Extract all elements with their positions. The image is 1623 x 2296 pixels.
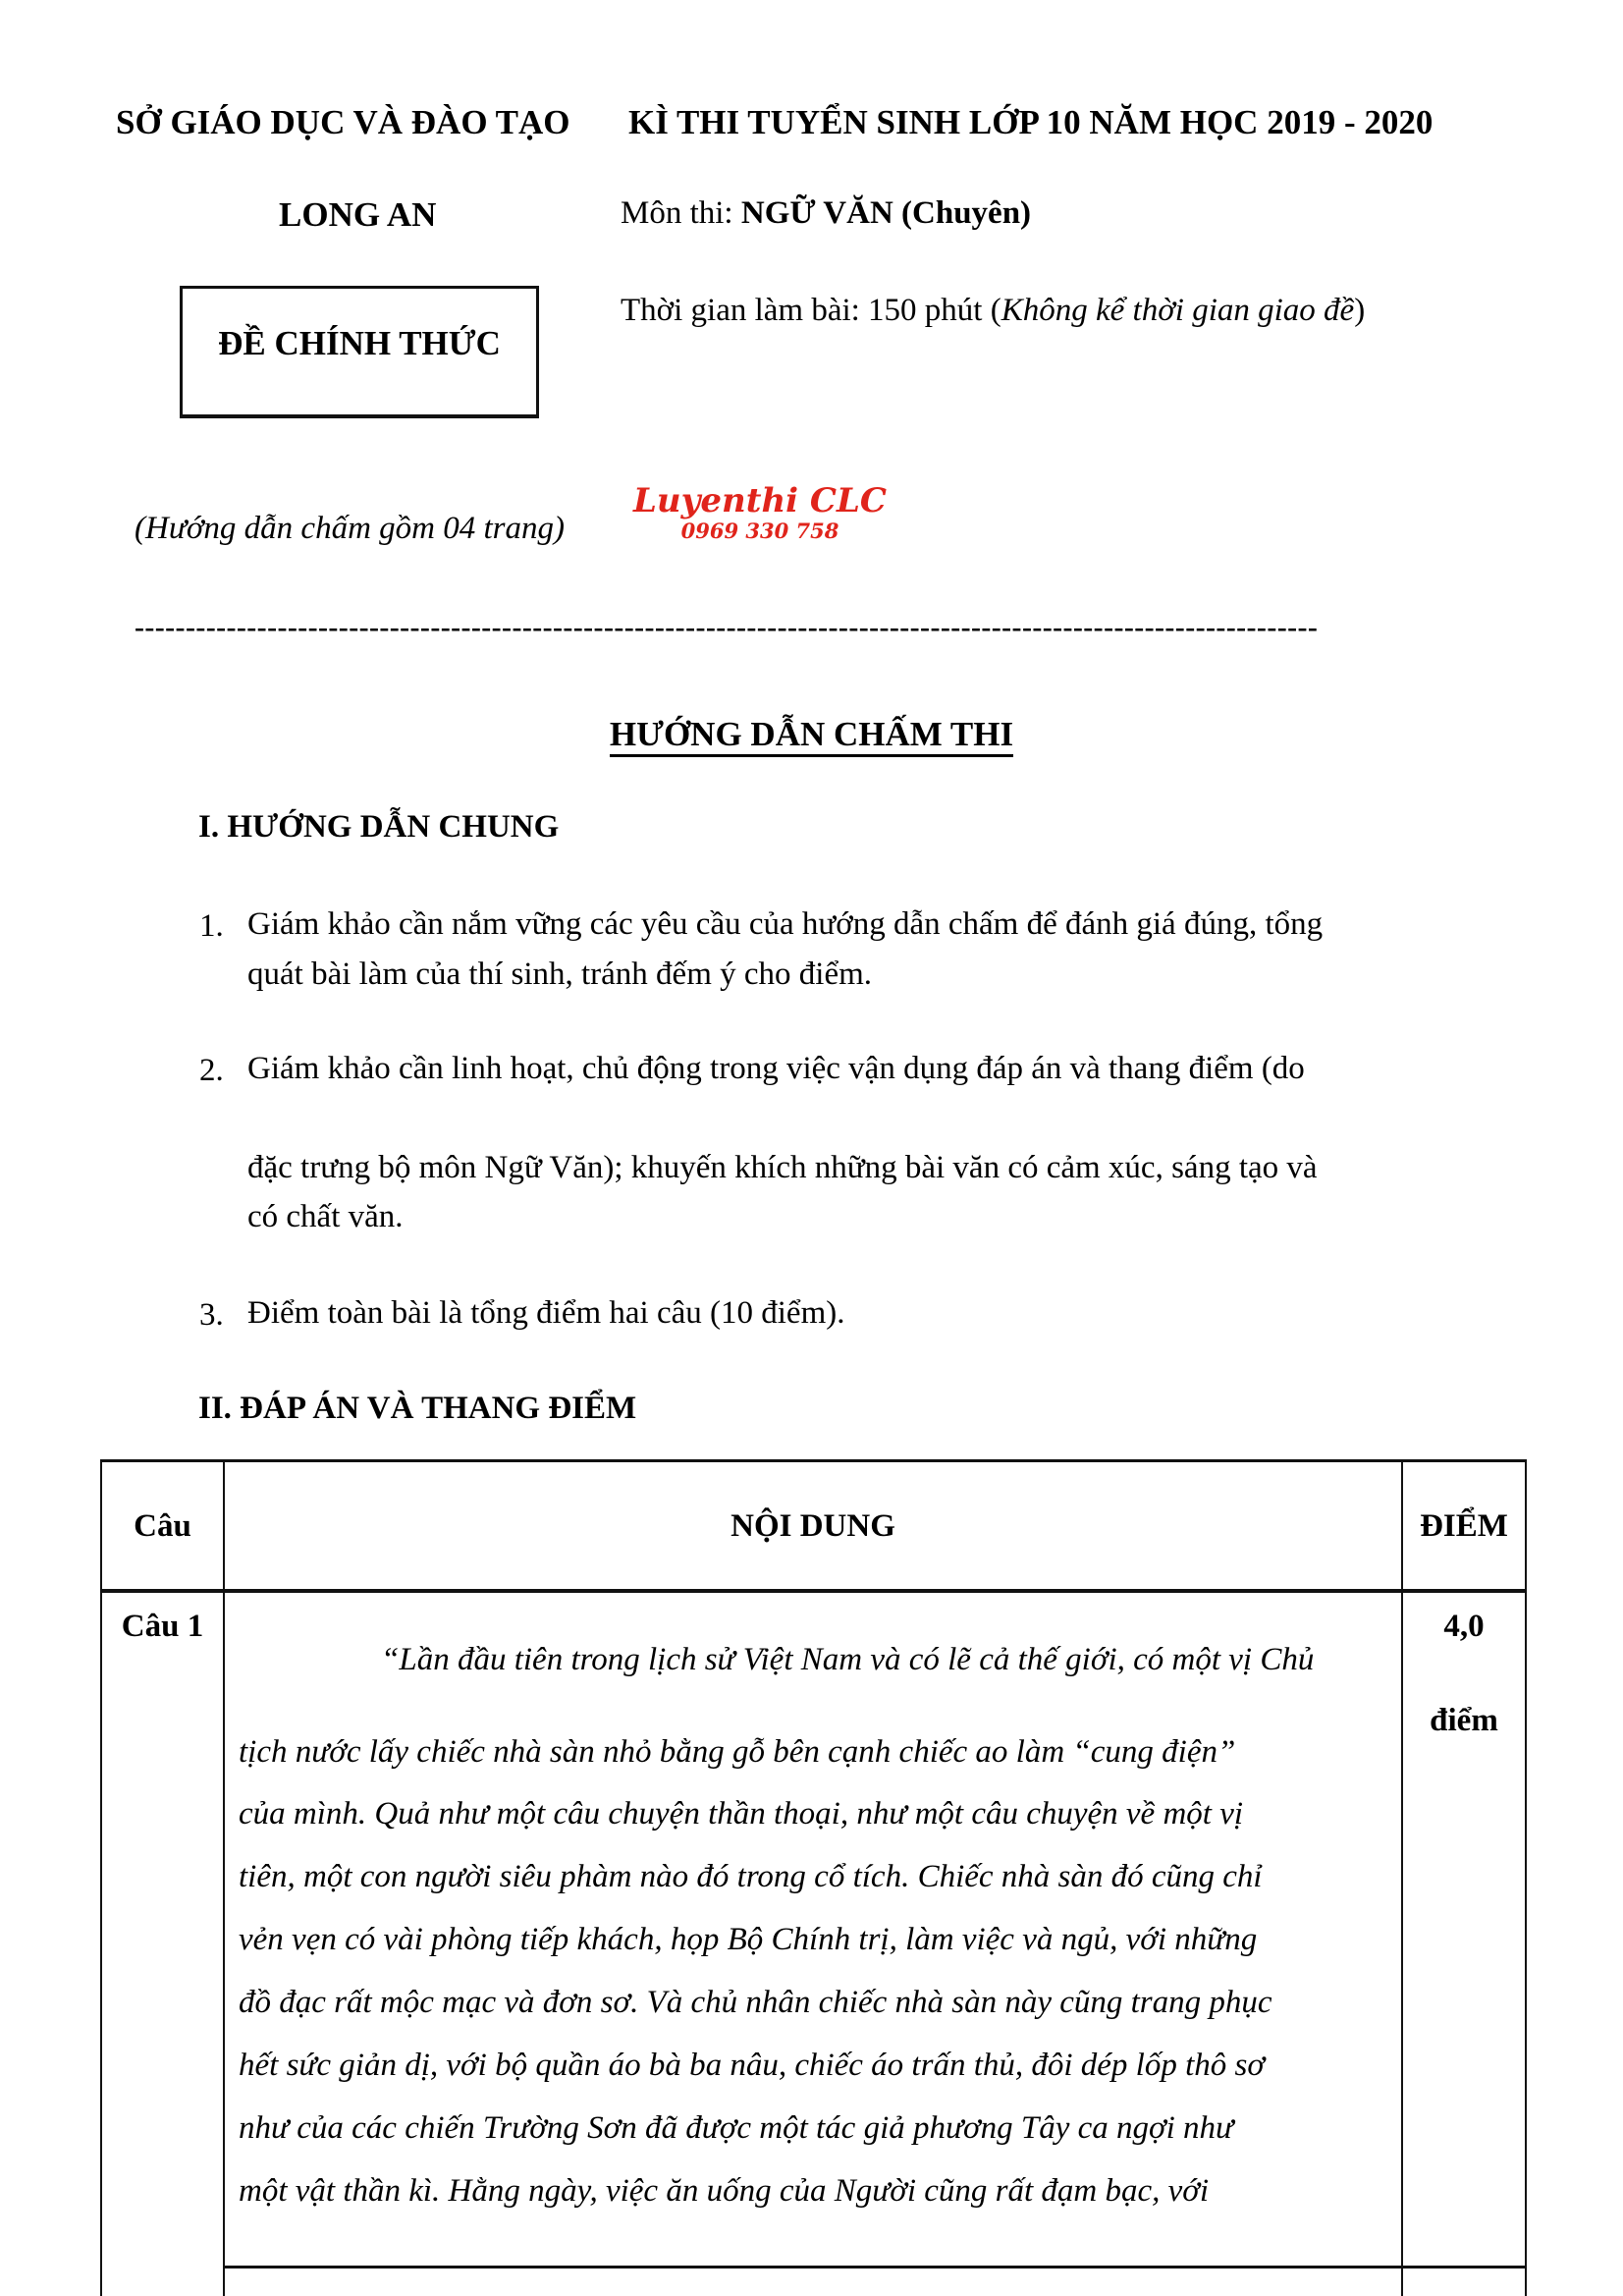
table-header-divider xyxy=(100,1589,1527,1593)
page-count-note: (Hướng dẫn chấm gồm 04 trang) xyxy=(135,511,565,546)
section-heading-answers: II. ĐÁP ÁN VÀ THANG ĐIỂM xyxy=(198,1391,637,1426)
table-border-left xyxy=(100,1459,102,2296)
document-title xyxy=(0,717,1623,751)
list-item-number: 2. xyxy=(199,1053,224,1088)
content-line: đồ đạc rất mộc mạc và đơn sơ. Và chủ nhân chiếc nhà sàn này cũng trang phục xyxy=(239,1985,1272,2020)
list-item-line: Giám khảo cần linh hoạt, chủ động trong việc vận dụng đáp án và thang điểm (do xyxy=(247,1051,1305,1086)
content-line: tịch nước lấy chiếc nhà sàn nhỏ bằng gỗ bên cạnh chiếc ao làm “cung điện” xyxy=(239,1734,1236,1770)
province-name: LONG AN xyxy=(279,195,437,234)
list-item-number: 3. xyxy=(199,1297,224,1333)
table-border-right xyxy=(1525,1459,1527,2296)
table-border-top xyxy=(100,1459,1527,1462)
table-header-question: Câu xyxy=(134,1508,191,1544)
content-line: một vật thần kì. Hằng ngày, việc ăn uống của Người cũng rất đạm bạc, với xyxy=(239,2173,1210,2209)
official-stamp-box xyxy=(180,286,539,418)
separator-line: -------------------------------------------------------------------------------------------------------------------- xyxy=(135,613,1319,642)
official-label: ĐỀ CHÍNH THỨC xyxy=(218,324,501,362)
table-divider-question xyxy=(223,1459,225,2296)
table-header-score: ĐIỂM xyxy=(1420,1508,1508,1544)
list-item-line: quát bài làm của thí sinh, tránh đếm ý cho điểm. xyxy=(247,957,873,992)
list-item-line: đặc trưng bộ môn Ngữ Văn); khuyến khích những bài văn có cảm xúc, sáng tạo và xyxy=(247,1150,1318,1185)
watermark-phone: 0969 330 758 xyxy=(680,519,839,543)
time-note: Không kể thời gian giao đề xyxy=(1001,293,1355,328)
list-item-line: Điểm toàn bài là tổng điểm hai câu (10 điểm). xyxy=(247,1295,845,1331)
list-item-line: có chất văn. xyxy=(247,1199,404,1234)
table-divider-score xyxy=(1401,1459,1403,2296)
content-line: như của các chiến Trường Sơn đã được một tác giả phương Tây ca ngợi như xyxy=(239,2110,1234,2146)
watermark-logo xyxy=(610,481,910,546)
table-row-divider xyxy=(223,2266,1527,2269)
content-line: của mình. Quả như một câu chuyện thần thoại, như một câu chuyện về một vị xyxy=(239,1796,1244,1831)
watermark-name: Luyenthi CLC xyxy=(633,481,887,520)
score-unit: điểm xyxy=(1430,1703,1498,1738)
content-line: hết sức giản dị, với bộ quần áo bà ba nâu, chiếc áo trấn thủ, đôi dép lốp thô sơ xyxy=(239,2048,1265,2083)
time-close: ) xyxy=(1354,293,1366,328)
content-line: “Lần đầu tiên trong lịch sử Việt Nam và có lẽ cả thế giới, có một vị Chủ xyxy=(381,1642,1315,1677)
subject-value: NGỮ VĂN (Chuyên) xyxy=(740,195,1032,231)
list-item-number: 1. xyxy=(199,908,224,944)
subject-label: Môn thi: xyxy=(621,195,741,231)
list-item-line: Giám khảo cần nắm vững các yêu cầu của hướng dẫn chấm để đánh giá đúng, tổng xyxy=(247,906,1324,942)
score-value: 4,0 xyxy=(1443,1609,1485,1644)
department-name: SỞ GIÁO DỤC VÀ ĐÀO TẠO xyxy=(116,103,570,141)
time-label: Thời gian làm bài: 150 phút ( xyxy=(621,293,1001,328)
document-title-text: HƯỚNG DẪN CHẤM THI xyxy=(610,715,1013,757)
table-header-content: NỘI DUNG xyxy=(730,1508,895,1544)
question-label: Câu 1 xyxy=(121,1609,204,1644)
time-line xyxy=(621,295,1365,327)
content-line: vẻn vẹn có vài phòng tiếp khách, họp Bộ Chính trị, làm việc và ngủ, với những xyxy=(239,1922,1258,1957)
section-heading-general: I. HƯỚNG DẪN CHUNG xyxy=(198,809,560,845)
exam-title: KÌ THI TUYỂN SINH LỚP 10 NĂM HỌC 2019 - 2020 xyxy=(628,103,1434,141)
content-line: tiên, một con người siêu phàm nào đó trong cổ tích. Chiếc nhà sàn đó cũng chỉ xyxy=(239,1859,1263,1894)
subject-line xyxy=(621,197,1031,230)
